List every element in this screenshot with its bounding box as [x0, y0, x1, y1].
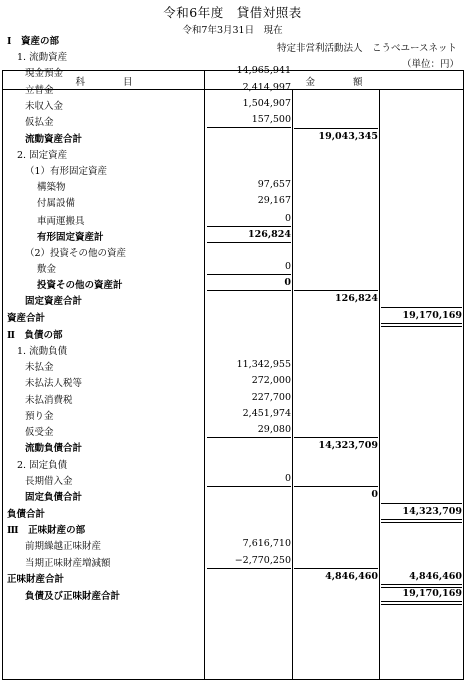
amount-col-3: 14,323,709 — [402, 506, 462, 517]
table-row — [3, 520, 463, 536]
header-kingaku: 金 額 — [305, 77, 363, 88]
organization-name: 特定非営利活動法人 こうべユースネット — [276, 43, 457, 54]
table-row — [3, 193, 463, 209]
table-row — [3, 96, 463, 112]
row-label: 現金預金 — [25, 68, 64, 79]
table-row — [3, 161, 463, 177]
row-label: 2. 固定負債 — [17, 460, 68, 471]
amount-col-2: 14,323,709 — [318, 440, 378, 451]
as-of-date: 令和7年3月31日 現在 — [182, 25, 283, 36]
amount-col-1: 14,965,941 — [236, 65, 291, 76]
row-label: 立替金 — [25, 85, 54, 96]
table-row — [3, 145, 463, 161]
table-row — [3, 47, 463, 63]
table-row — [3, 504, 463, 520]
row-label: 未払金 — [25, 362, 54, 373]
total-rule — [294, 486, 378, 487]
amount-col-3: 19,170,169 — [402, 310, 462, 321]
amount-col-1: 29,080 — [257, 424, 291, 435]
subtotal-rule — [207, 127, 291, 128]
grand-total-double-rule — [381, 601, 462, 605]
amount-col-1: 7,616,710 — [242, 538, 291, 549]
table-row — [3, 129, 463, 145]
table-row — [3, 373, 463, 389]
total-rule — [294, 568, 378, 569]
table-row — [3, 487, 463, 503]
header-kamoku: 科 目 — [75, 77, 133, 88]
row-label: 負債及び正味財産合計 — [25, 591, 121, 602]
row-label: 構築物 — [37, 182, 66, 193]
row-label: 固定負債合計 — [25, 492, 83, 503]
table-row — [3, 471, 463, 487]
total-rule — [294, 128, 378, 129]
amount-col-1: −2,770,250 — [234, 555, 291, 566]
row-label: 仮払金 — [25, 117, 54, 128]
table-row — [3, 31, 463, 47]
row-label: 敷金 — [37, 264, 57, 275]
amount-col-2: 19,043,345 — [318, 131, 378, 142]
amount-col-1: 11,342,955 — [236, 359, 291, 370]
amount-col-2: 0 — [371, 489, 378, 500]
row-label: Ⅰ 資産の部 — [7, 36, 59, 47]
amount-col-1: 0 — [284, 277, 291, 288]
table-row — [3, 325, 463, 341]
row-label: 付属設備 — [37, 198, 76, 209]
row-label: Ⅱ 負債の部 — [7, 330, 63, 341]
row-label: 未払法人税等 — [25, 378, 83, 389]
table-row — [3, 227, 463, 243]
row-label: 固定資産合計 — [25, 296, 83, 307]
table-row — [3, 211, 463, 227]
table-row — [3, 455, 463, 471]
amount-col-1: 2,451,974 — [242, 408, 291, 419]
table-row — [3, 357, 463, 373]
total-rule — [294, 290, 378, 291]
table-row — [3, 553, 463, 569]
row-label: （1）有形固定資産 — [25, 166, 108, 177]
table-row — [3, 390, 463, 406]
row-label: 仮受金 — [25, 427, 54, 438]
row-label: 流動負債合計 — [25, 443, 83, 454]
table-row — [3, 275, 463, 291]
row-label: 負債合計 — [7, 509, 46, 520]
table-row — [3, 422, 463, 438]
amount-col-1: 0 — [284, 213, 291, 224]
row-label: 未払消費税 — [25, 395, 73, 406]
table-row — [3, 438, 463, 454]
document-title: 令和6年度 貸借対照表 — [163, 5, 302, 20]
amount-col-1: 2,414,997 — [242, 82, 291, 93]
amount-col-2: 126,824 — [335, 293, 378, 304]
table-row — [3, 569, 463, 585]
row-label: 1. 流動資産 — [17, 52, 68, 63]
table-row — [3, 308, 463, 324]
table-row — [3, 63, 463, 79]
amount-col-1: 157,500 — [251, 114, 291, 125]
row-label: 正味財産合計 — [7, 574, 65, 585]
table-row — [3, 80, 463, 96]
table-row — [3, 259, 463, 275]
amount-col-3: 19,170,169 — [402, 588, 462, 599]
row-label: 資産合計 — [7, 313, 46, 324]
total-rule — [294, 437, 378, 438]
row-label: 未収入金 — [25, 101, 64, 112]
row-label: （2）投資その他の資産 — [25, 248, 127, 259]
amount-col-2: 4,846,460 — [325, 571, 378, 582]
row-label: 前期繰越正味財産 — [25, 541, 102, 552]
table-row — [3, 177, 463, 193]
row-label: 長期借入金 — [25, 476, 73, 487]
row-label: 預り金 — [25, 411, 54, 422]
amount-col-1: 97,657 — [257, 179, 291, 190]
amount-col-1: 0 — [284, 261, 291, 272]
amount-col-1: 126,824 — [248, 229, 291, 240]
amount-col-1: 227,700 — [251, 392, 291, 403]
table-row — [3, 291, 463, 307]
amount-col-1: 1,504,907 — [242, 98, 291, 109]
table-row — [3, 586, 463, 602]
total-rule — [381, 307, 462, 308]
row-label: 車両運搬具 — [37, 216, 85, 227]
row-label: 当期正味財産増減額 — [25, 558, 111, 569]
row-label: 流動資産合計 — [25, 134, 83, 145]
amount-col-1: 0 — [284, 473, 291, 484]
row-label: 1. 流動負債 — [17, 346, 68, 357]
total-rule — [381, 503, 462, 504]
table-row — [3, 406, 463, 422]
amount-col-1: 29,167 — [257, 195, 291, 206]
row-label: 投資その他の資産計 — [37, 280, 123, 291]
table-row — [3, 536, 463, 552]
row-label: 有形固定資産計 — [37, 232, 104, 243]
unit-note: （単位：円） — [401, 59, 459, 70]
row-label: Ⅲ 正味財産の部 — [7, 525, 86, 536]
table-row — [3, 341, 463, 357]
amount-col-1: 272,000 — [251, 375, 291, 386]
table-row — [3, 243, 463, 259]
table-row — [3, 112, 463, 128]
row-label: 2. 固定資産 — [17, 150, 68, 161]
amount-col-3: 4,846,460 — [409, 571, 462, 582]
